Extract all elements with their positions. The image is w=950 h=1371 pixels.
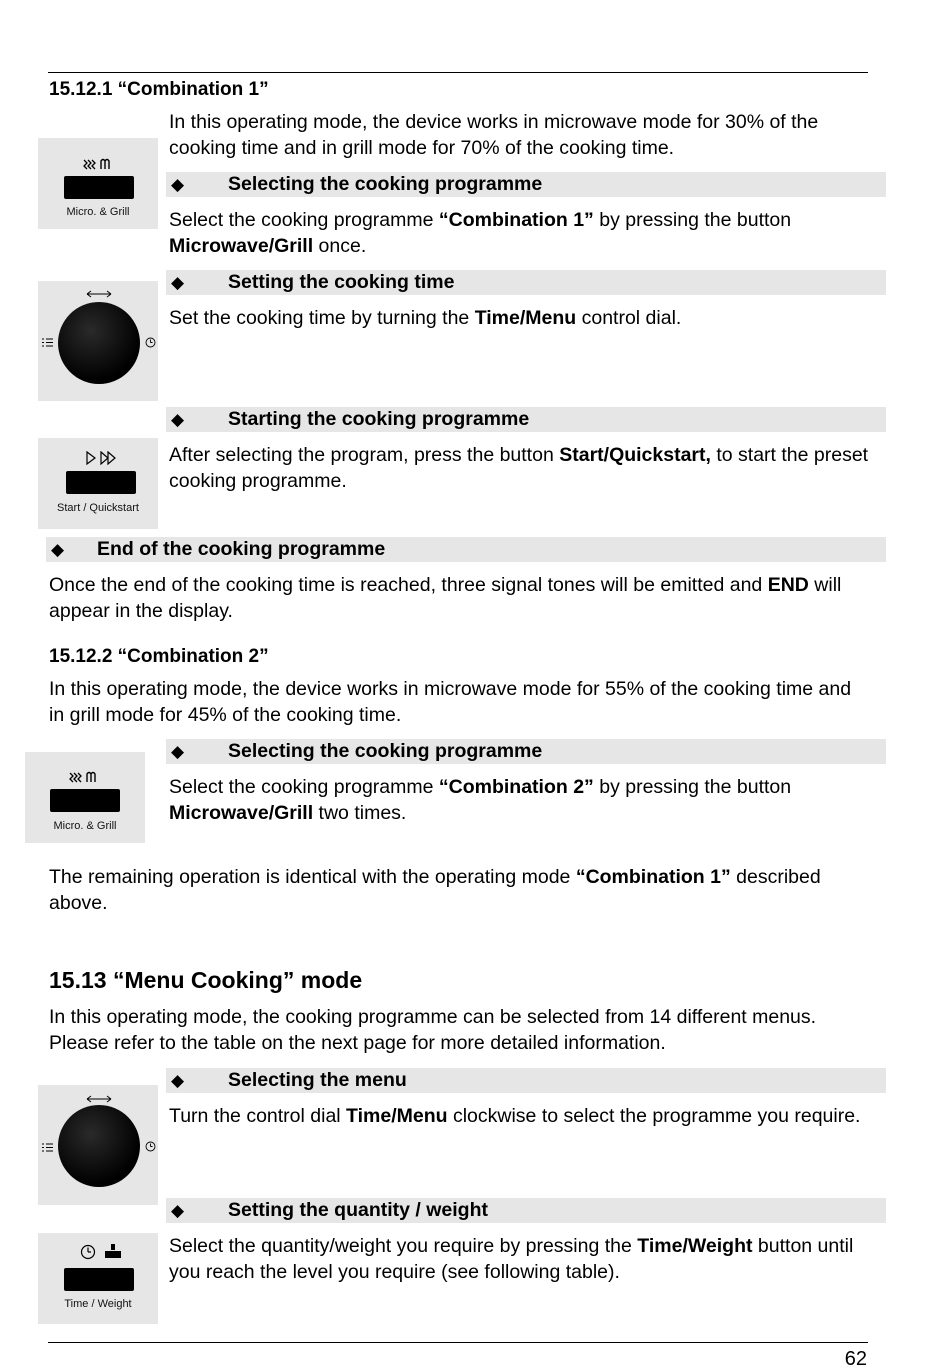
select-programme-text: Select the cooking programme “Combination 1” by pressing the button Microwave/Grill once. bbox=[169, 209, 792, 257]
microwave-grill-icon bbox=[69, 770, 101, 784]
top-rule bbox=[48, 72, 868, 73]
menu-list-icon bbox=[42, 1143, 53, 1152]
time-menu-dial-panel bbox=[38, 1085, 158, 1205]
clock-icon bbox=[80, 1244, 96, 1260]
time-weight-button[interactable] bbox=[64, 1268, 134, 1291]
step-bar-quantity-weight: ◆ Setting the quantity / weight bbox=[166, 1198, 886, 1223]
section-heading-combination-1: 15.12.1 “Combination 1” bbox=[49, 79, 269, 100]
micro-grill-button-panel bbox=[38, 138, 158, 229]
quantity-weight-text: Select the quantity/weight you require by pressing the Time/Weight button until you reach the level you require (see following table). bbox=[169, 1235, 854, 1283]
time-weight-label: Time / Weight bbox=[64, 1298, 132, 1310]
time-weight-panel bbox=[38, 1233, 158, 1324]
step-bar-set-time: ◆ Setting the cooking time bbox=[166, 270, 886, 295]
step-bar-start-programme: ◆ Starting the cooking programme bbox=[166, 407, 886, 432]
diamond-bullet-icon: ◆ bbox=[171, 742, 185, 761]
clock-icon bbox=[145, 1141, 156, 1152]
start-quickstart-label: Start / Quickstart bbox=[57, 502, 139, 514]
time-menu-dial[interactable] bbox=[58, 1105, 140, 1187]
diamond-bullet-icon: ◆ bbox=[171, 175, 185, 194]
menu-list-icon bbox=[42, 338, 53, 347]
set-time-text: Set the cooking time by turning the Time/Menu control dial. bbox=[169, 307, 682, 329]
step-bar-select-programme: ◆ Selecting the cooking programme bbox=[166, 172, 886, 197]
step-bar-select-programme-2: ◆ Selecting the cooking programme bbox=[166, 739, 886, 764]
microwave-grill-button[interactable] bbox=[64, 176, 134, 199]
page-number: 62 bbox=[844, 1348, 867, 1370]
menu-cooking-intro: In this operating mode, the cooking programme can be selected from 14 different menus. Please refer to the table on the next page for more detailed information. bbox=[49, 1006, 817, 1054]
microwave-grill-icon bbox=[83, 157, 115, 171]
end-programme-text: Once the end of the cooking time is reached, three signal tones will be emitted and END will appear in the display. bbox=[49, 574, 842, 622]
time-menu-dial[interactable] bbox=[58, 302, 140, 384]
diamond-bullet-icon: ◆ bbox=[171, 273, 185, 292]
bottom-rule bbox=[48, 1342, 868, 1343]
combination-2-intro: In this operating mode, the device works in microwave mode for 55% of the cooking time and in grill mode for 45% of the cooking time. bbox=[49, 678, 852, 726]
diamond-bullet-icon: ◆ bbox=[171, 1201, 185, 1220]
diamond-bullet-icon: ◆ bbox=[51, 540, 65, 559]
section-heading-menu-cooking: 15.13 “Menu Cooking” mode bbox=[49, 967, 363, 993]
section-heading-combination-2: 15.12.2 “Combination 2” bbox=[49, 646, 269, 667]
clock-icon bbox=[145, 337, 156, 348]
micro-grill-label: Micro. & Grill bbox=[53, 820, 117, 832]
micro-grill-label: Micro. & Grill bbox=[66, 206, 130, 218]
rotate-arrows-icon bbox=[85, 1095, 113, 1103]
combination-1-intro: In this operating mode, the device works in microwave mode for 30% of the cooking time and in grill mode for 70% of the cooking time. bbox=[169, 111, 819, 159]
microwave-grill-button[interactable] bbox=[50, 789, 120, 812]
micro-grill-button-panel bbox=[25, 752, 145, 843]
step-bar-end-programme: ◆ End of the cooking programme bbox=[46, 537, 886, 562]
time-menu-dial-panel bbox=[38, 281, 158, 401]
weight-scale-icon bbox=[104, 1243, 122, 1259]
start-quickstart-panel bbox=[38, 438, 158, 529]
step-bar-select-menu: ◆ Selecting the menu bbox=[166, 1068, 886, 1093]
select-programme-2-text: Select the cooking programme “Combination 2” by pressing the button Microwave/Grill two times. bbox=[169, 776, 792, 824]
select-menu-text: Turn the control dial Time/Menu clockwise to select the programme you require. bbox=[169, 1105, 861, 1127]
start-quickstart-button[interactable] bbox=[66, 471, 136, 494]
start-programme-text: After selecting the program, press the button Start/Quickstart, to start the preset cooking programme. bbox=[169, 444, 869, 492]
remaining-operation-text: The remaining operation is identical with the operating mode “Combination 1” described above. bbox=[49, 866, 821, 914]
diamond-bullet-icon: ◆ bbox=[171, 1071, 185, 1090]
rotate-arrows-icon bbox=[85, 290, 113, 298]
play-fast-forward-icon bbox=[85, 451, 119, 465]
diamond-bullet-icon: ◆ bbox=[171, 410, 185, 429]
